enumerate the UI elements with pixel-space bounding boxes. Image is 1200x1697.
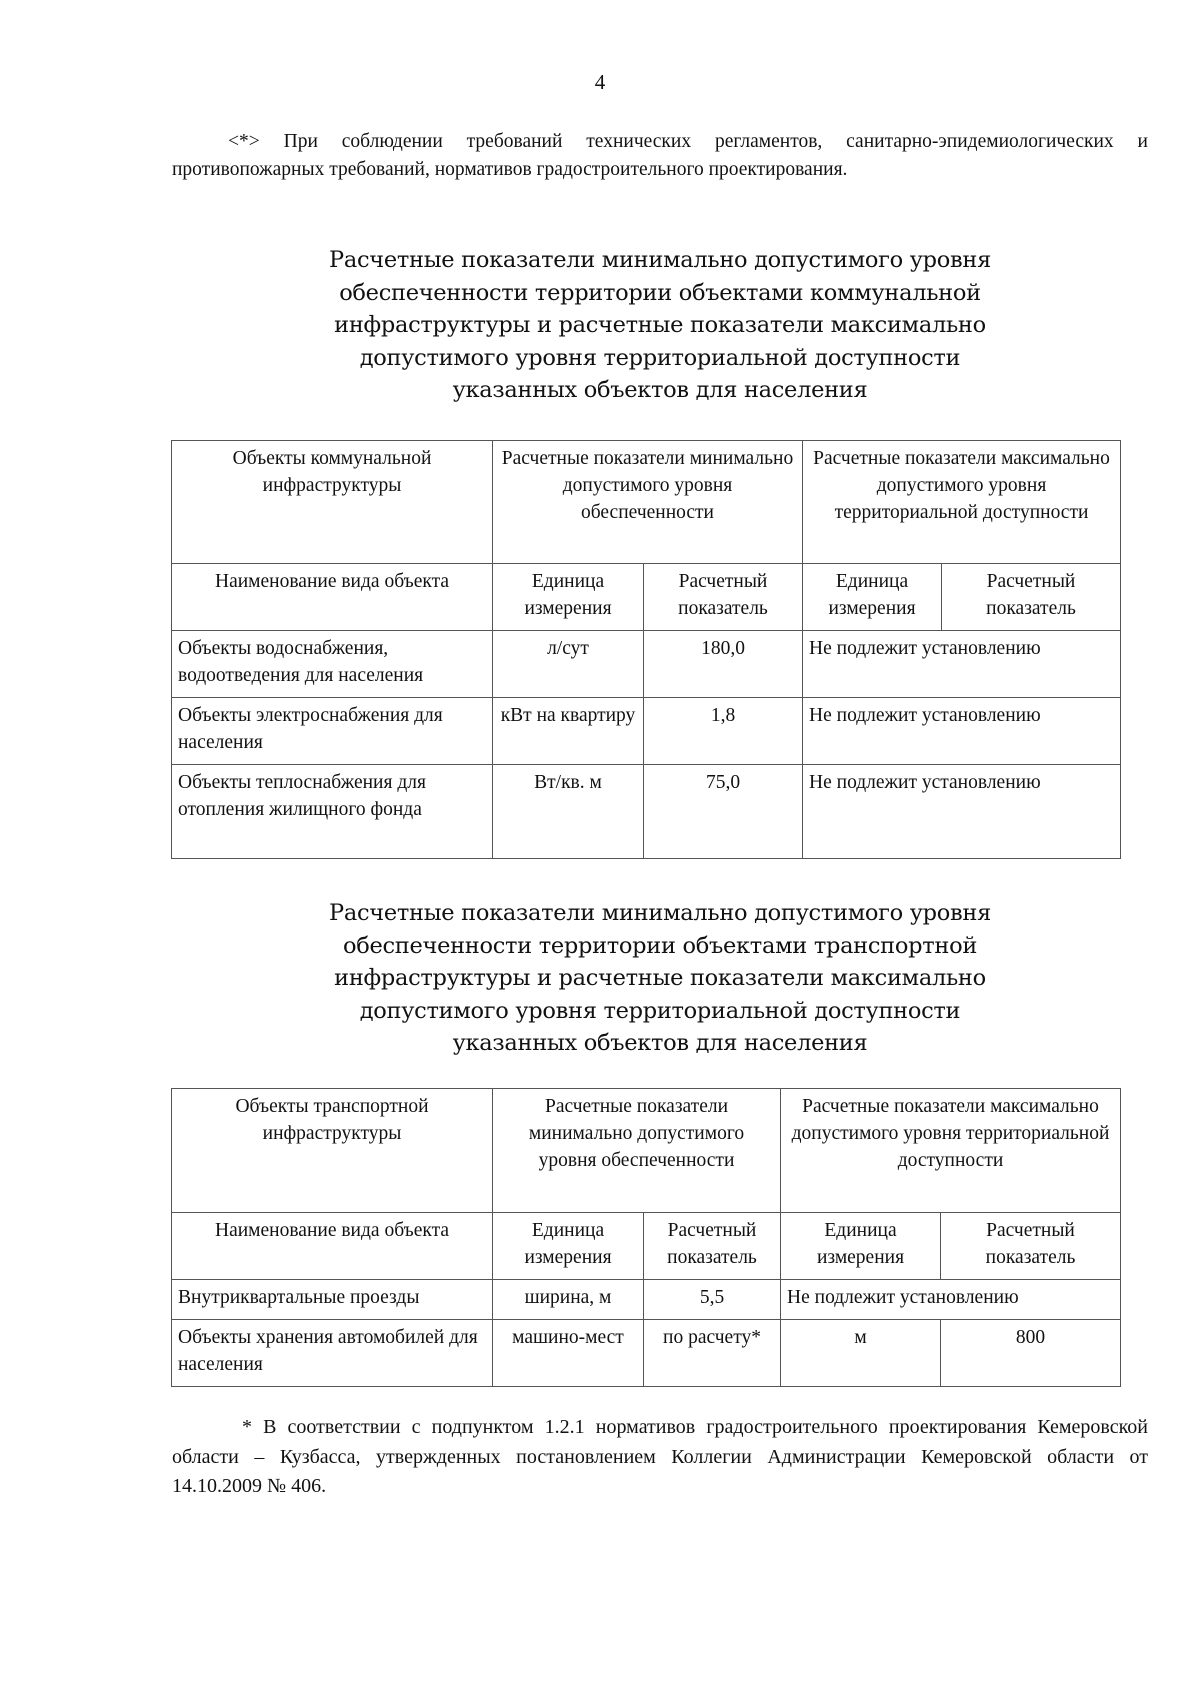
row-name: Внутриквартальные проезды: [172, 1280, 493, 1320]
transport-infrastructure-table: [171, 1088, 1121, 1387]
table-subheader-row: [172, 1213, 1121, 1280]
row-value: 75,0: [644, 765, 803, 859]
table-row: [172, 765, 1121, 859]
row-value: 5,5: [644, 1280, 781, 1320]
row-value: 1,8: [644, 698, 803, 765]
section-1-title-line: допустимого уровня территориальной доступности: [359, 344, 961, 371]
table-row: [172, 1320, 1121, 1387]
row-unit: л/сут: [493, 631, 644, 698]
row-access-value: 800: [941, 1320, 1121, 1387]
section-1-title-line: Расчетные показатели минимально допустимого уровня: [329, 247, 991, 273]
subheader-value: Расчетный показатель: [644, 564, 803, 631]
row-name: Объекты теплоснабжения для отопления жилищного фонда: [172, 765, 493, 859]
header-objects: Объекты коммунальной инфраструктуры: [172, 441, 493, 564]
row-name: Объекты водоснабжения, водоотведения для населения: [172, 631, 493, 698]
subheader-unit: Единица измерения: [493, 1213, 644, 1280]
row-unit: кВт на квартиру: [493, 698, 644, 765]
header-min-provision: Расчетные показатели минимально допустимого уровня обеспеченности: [493, 1089, 781, 1213]
row-access: Не подлежит установлению: [803, 698, 1121, 765]
row-name: Объекты хранения автомобилей для населения: [172, 1320, 493, 1387]
subheader-unit: Единица измерения: [493, 564, 644, 631]
header-max-access: Расчетные показатели максимально допустимого уровня территориальной доступности: [781, 1089, 1121, 1213]
page-number: 4: [594, 70, 606, 94]
row-name: Объекты электроснабжения для населения: [172, 698, 493, 765]
section-2-title-line: инфраструктуры и расчетные показатели максимально: [334, 965, 986, 991]
section-2-title: [300, 897, 1020, 1060]
row-unit: Вт/кв. м: [493, 765, 644, 859]
subheader-name: Наименование вида объекта: [172, 564, 493, 631]
subheader-value: Расчетный показатель: [942, 564, 1121, 631]
section-2-title-line: Расчетные показатели минимально допустимого уровня: [329, 900, 991, 926]
table-row: [172, 1280, 1121, 1320]
row-value: по расчету*: [644, 1320, 781, 1387]
row-access: Не подлежит установлению: [803, 631, 1121, 698]
subheader-value: Расчетный показатель: [644, 1213, 781, 1280]
subheader-name: Наименование вида объекта: [172, 1213, 493, 1280]
row-access: Не подлежит установлению: [781, 1280, 1121, 1320]
header-min-provision: Расчетные показатели минимально допустимого уровня обеспеченности: [493, 441, 803, 564]
row-value: 180,0: [644, 631, 803, 698]
header-max-access: Расчетные показатели максимально допустимого уровня территориальной доступности: [803, 441, 1121, 564]
footnote: * В соответствии с подпунктом 1.2.1 нормативов градостроительного проектирования Кемеровской области – Кузбасса, утвержденных постановлением Коллегии Администрации Кемеровской области от 14.10.2009 № 406.: [172, 1416, 1148, 1497]
subheader-unit: Единица измерения: [781, 1213, 941, 1280]
row-access-unit: м: [781, 1320, 941, 1387]
table-header-row: [172, 1089, 1121, 1213]
table-subheader-row: [172, 564, 1121, 631]
section-1-title-line: указанных объектов для населения: [452, 377, 868, 403]
row-unit: ширина, м: [493, 1280, 644, 1320]
section-2-title-line: допустимого уровня территориальной доступности: [359, 997, 961, 1024]
subheader-value: Расчетный показатель: [941, 1213, 1121, 1280]
section-1-title-line: инфраструктуры и расчетные показатели максимально: [334, 312, 986, 338]
section-1-title-line: обеспеченности территории объектами коммунальной: [339, 279, 981, 306]
note-paragraph: <*> При соблюдении требований технических регламентов, санитарно-эпидемиологических и противопожарных требований, нормативов градостроительного проектирования.: [172, 131, 1148, 180]
header-objects: Объекты транспортной инфраструктуры: [172, 1089, 493, 1213]
row-unit: машино-мест: [493, 1320, 644, 1387]
communal-infrastructure-table: [171, 440, 1121, 859]
table-row: [172, 698, 1121, 765]
table-header-row: [172, 441, 1121, 564]
section-2-title-line: обеспеченности территории объектами транспортной: [342, 932, 978, 959]
subheader-unit: Единица измерения: [803, 564, 942, 631]
section-1-title: [300, 244, 1020, 407]
table-row: [172, 631, 1121, 698]
row-access: Не подлежит установлению: [803, 765, 1121, 859]
section-2-title-line: указанных объектов для населения: [452, 1030, 868, 1056]
